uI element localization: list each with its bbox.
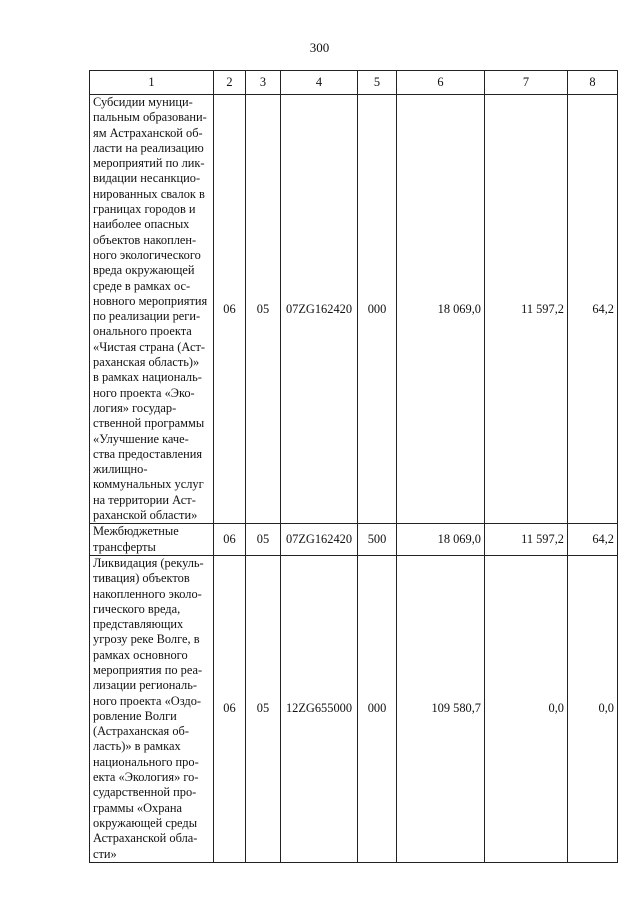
row-name-line: ного проекта «Эко- <box>93 385 195 400</box>
execution-percent-cell: 0,0 <box>568 555 618 862</box>
row-name-line: Ликвидация (рекуль- <box>93 555 204 570</box>
executed-amount-cell: 11 597,2 <box>485 524 568 556</box>
row-name-line: гического вреда, <box>93 601 181 616</box>
row-name-line: новного мероприятия <box>93 293 208 308</box>
row-name-line: екта «Экология» го- <box>93 770 199 785</box>
row-name-line: ям Астраханской об- <box>93 125 203 140</box>
row-name-line: ного проекта «Оздо- <box>93 693 202 708</box>
row-name-line: в рамках националь- <box>93 370 202 385</box>
row-name-line: по реализации реги- <box>93 309 201 324</box>
row-name-line: нированных свалок в <box>93 186 205 201</box>
section-code-cell: 06 <box>214 555 246 862</box>
subsection-code-cell: 05 <box>246 524 281 556</box>
row-name-line: вреда окружающей <box>93 263 195 278</box>
row-name-line: представляющих <box>93 617 184 632</box>
expense-type-cell: 500 <box>358 524 397 556</box>
row-name-line: ственной программы <box>93 416 205 431</box>
row-name-line: ласть)» в рамках <box>93 739 181 754</box>
row-name-line: раханская область)» <box>93 355 200 370</box>
header-cell-1: 1 <box>90 71 214 95</box>
header-cell-4: 4 <box>281 71 358 95</box>
row-name-line: лизации региональ- <box>93 678 198 693</box>
row-name-cell <box>90 555 214 862</box>
target-article-cell: 07ZG162420 <box>281 524 358 556</box>
header-cell-2: 2 <box>214 71 246 95</box>
row-name-line: окружающей среды <box>93 815 198 830</box>
planned-amount-cell: 109 580,7 <box>397 555 485 862</box>
row-name-line: видации несанкцио- <box>93 171 201 186</box>
row-name-line: Межбюджетные <box>93 524 179 539</box>
row-name-line: национального про- <box>93 754 199 769</box>
subsection-code-cell: 05 <box>246 95 281 524</box>
row-name-line: логия» государ- <box>93 400 177 415</box>
budget-table <box>89 70 618 863</box>
table-row <box>90 524 618 556</box>
row-name-line: «Чистая страна (Аст- <box>93 339 206 354</box>
section-code-cell: 06 <box>214 524 246 556</box>
row-name-line: раханской области» <box>93 508 198 523</box>
row-name-line: угрозу реке Волге, в <box>93 632 200 647</box>
row-name-line: объектов накоплен- <box>93 232 197 247</box>
planned-amount-cell: 18 069,0 <box>397 95 485 524</box>
row-name-line: ства предоставления <box>93 446 203 461</box>
row-name-line: ного экологического <box>93 247 201 262</box>
table-row <box>90 95 618 524</box>
row-name-line: мероприятий по лик- <box>93 156 205 171</box>
row-name-line: рамках основного <box>93 647 188 662</box>
executed-amount-cell: 0,0 <box>485 555 568 862</box>
row-name-line: тивация) объектов <box>93 571 190 586</box>
row-name-line: ровление Волги <box>93 708 177 723</box>
header-cell-7: 7 <box>485 71 568 95</box>
row-name-line: пальным образовани- <box>93 110 207 125</box>
table-header-row <box>90 71 618 95</box>
target-article-cell: 12ZG655000 <box>281 555 358 862</box>
subsection-code-cell: 05 <box>246 555 281 862</box>
planned-amount-cell: 18 069,0 <box>397 524 485 556</box>
row-name-line: наиболее опасных <box>93 217 190 232</box>
row-name-line: накопленного эколо- <box>93 586 202 601</box>
row-name-line: коммунальных услуг <box>93 477 204 492</box>
row-name-cell <box>90 524 214 556</box>
section-code-cell: 06 <box>214 95 246 524</box>
expense-type-cell: 000 <box>358 95 397 524</box>
row-name-line: «Улучшение каче- <box>93 431 189 446</box>
execution-percent-cell: 64,2 <box>568 95 618 524</box>
row-name-line: онального проекта <box>93 324 192 339</box>
expense-type-cell: 000 <box>358 555 397 862</box>
target-article-cell: 07ZG162420 <box>281 95 358 524</box>
row-name-line: границах городов и <box>93 202 196 217</box>
row-name-line: сти» <box>93 846 117 861</box>
row-name-line: мероприятия по реа- <box>93 662 203 677</box>
row-name-line: трансферты <box>93 539 156 554</box>
row-name-line: (Астраханская об- <box>93 724 189 739</box>
row-name-line: Субсидии муници- <box>93 95 193 109</box>
row-name-line: среде в рамках ос- <box>93 278 191 293</box>
execution-percent-cell: 64,2 <box>568 524 618 556</box>
row-name-line: граммы «Охрана <box>93 800 183 815</box>
row-name-line: сударственной про- <box>93 785 197 800</box>
header-cell-5: 5 <box>358 71 397 95</box>
row-name-line: на территории Аст- <box>93 492 196 507</box>
header-cell-6: 6 <box>397 71 485 95</box>
row-name-cell <box>90 95 214 524</box>
row-name-line: жилищно- <box>93 462 148 477</box>
executed-amount-cell: 11 597,2 <box>485 95 568 524</box>
table-row <box>90 555 618 862</box>
page-number: 300 <box>309 40 330 55</box>
header-cell-8: 8 <box>568 71 618 95</box>
row-name-line: Астраханской обла- <box>93 831 198 846</box>
row-name-line: ласти на реализацию <box>93 140 204 155</box>
header-cell-3: 3 <box>246 71 281 95</box>
